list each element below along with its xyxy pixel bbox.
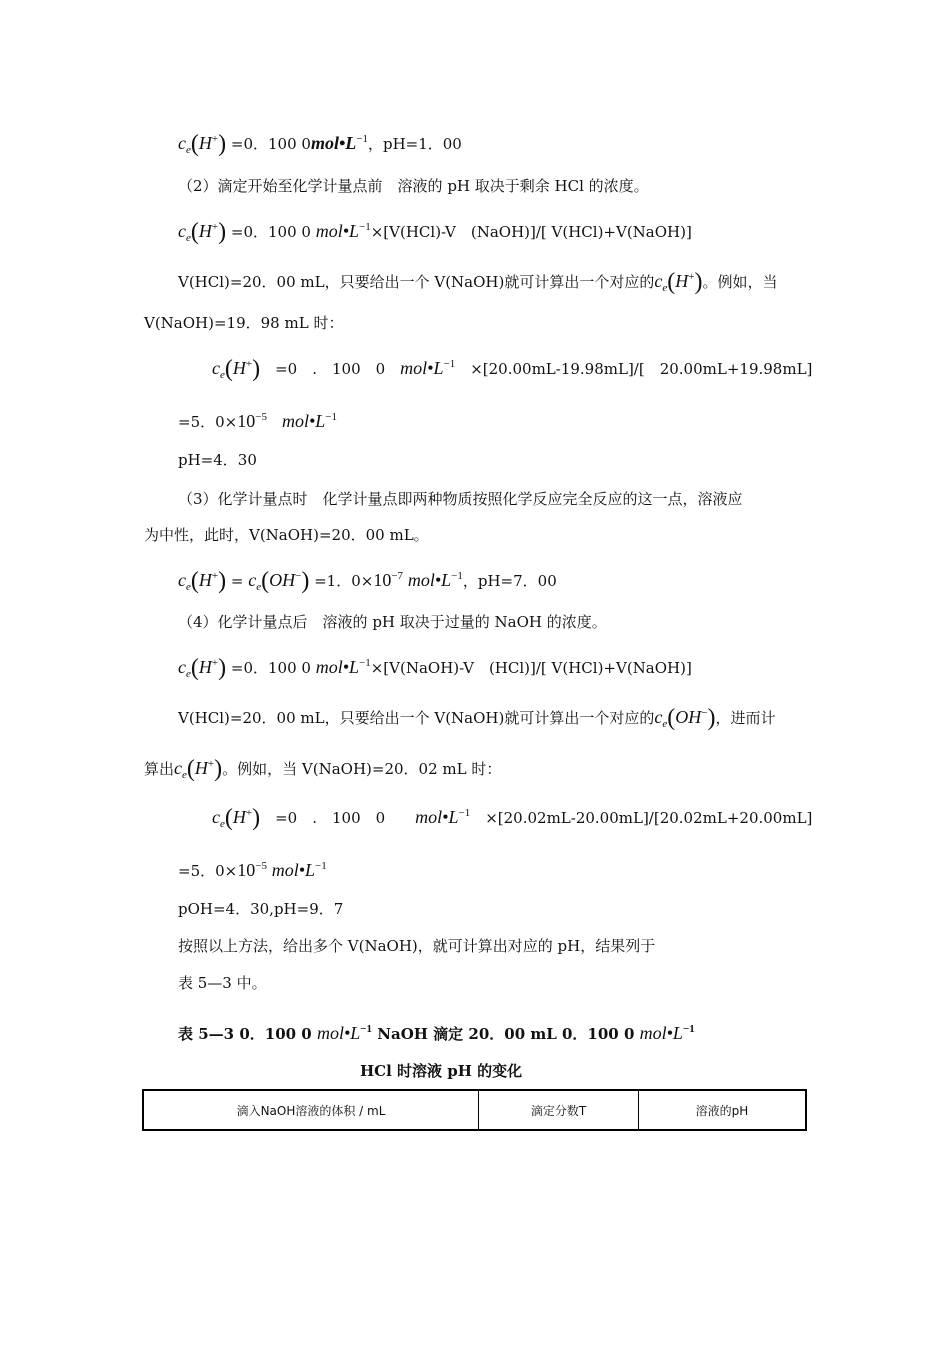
ph-titration-table <box>142 1089 807 1131</box>
equation-example-2-result: =5．$0\times 10^{-5}$ $mol•L^{-1}$ <box>178 860 327 880</box>
equation-after-equivalence: $c_e(H^+) =0$．100 0 $mol•L^{-1}\times[V(NaOH)-V$ (HCl)]/[ V(HCl)+V(NaOH)] <box>178 655 692 681</box>
header-solution-ph: 溶液的pH <box>639 1090 807 1130</box>
paragraph-example2-cont: 算出$c_e(H^+)$。例如，当 V(NaOH)=20．02 mL 时： <box>144 756 502 782</box>
header-naoh-volume: 滴入NaOH溶液的体积 / mL <box>143 1090 479 1130</box>
table-caption-line1: 表 5—3 0．100 0 $mol•L^{-1}$ NaOH 滴定 20．00 mL 0．100 0 $mol•L^{-1}$ <box>178 1023 695 1043</box>
equation-example-2: $c_e(H^+)$ =0 . 100 0 $mol•L^{-1}$ ×[20.02mL-20.00mL]/[20.02mL+20.00mL] <box>212 805 813 831</box>
paragraph-example-volume: V(NaOH)=19．98 mL 时： <box>144 314 344 332</box>
paragraph-table-reference: 表 5—3 中。 <box>178 974 267 992</box>
equation-example-1: $c_e(H^+)$ =0 . 100 0 $mol•L^{-1}$ ×[20.00mL-19.98mL]/[ 20.00mL+19.98mL] <box>212 356 813 382</box>
paragraph-equivalence-point: （3）化学计量点时 化学计量点即两种物质按照化学反应完全反应的这一点，溶液应 <box>178 490 743 508</box>
header-titration-fraction: 滴定分数T <box>479 1090 639 1130</box>
ph-result-2: pOH=4．30,pH=9．7 <box>178 900 344 918</box>
equation-equivalence: $c_e(H^+) = c_e(OH^-) =1$．$0\times 10^{-7}$ $mol•L^{-1}$，pH=7．00 <box>178 568 557 594</box>
table-header-row <box>143 1090 806 1130</box>
equation-initial-concentration: $c_e(H^+) =0$．100 $0mol•L^{-1}$，pH=1．00 <box>178 131 462 157</box>
paragraph-example2-intro: V(HCl)=20．00 mL，只要给出一个 V(NaOH)就可计算出一个对应的$c_e(OH^-)$，进而计 <box>178 705 776 731</box>
equation-example-1-result: =5．$0\times 10^{-5}$ $mol•L^{-1}$ <box>178 411 337 431</box>
paragraph-example-intro: V(HCl)=20．00 mL，只要给出一个 V(NaOH)就可计算出一个对应的$c_e(H^+)$。例如，当 <box>178 269 778 295</box>
paragraph-before-equivalence: （2）滴定开始至化学计量点前 溶液的 pH 取决于剩余 HCl 的浓度。 <box>178 177 649 195</box>
equation-before-equivalence: $c_e(H^+) =0$．100 0 $mol•L^{-1}\times[V(HCl)-V$ (NaOH)]/[ V(HCl)+V(NaOH)] <box>178 219 692 245</box>
table-caption-line2: HCl 时溶液 pH 的变化 <box>360 1062 523 1080</box>
paragraph-after-equivalence: （4）化学计量点后 溶液的 pH 取决于过量的 NaOH 的浓度。 <box>178 613 607 631</box>
paragraph-equivalence-point-cont: 为中性，此时，V(NaOH)=20．00 mL。 <box>144 526 429 544</box>
paragraph-method-summary: 按照以上方法，给出多个 V(NaOH)，就可计算出对应的 pH，结果列于 <box>178 937 656 955</box>
ph-result-1: pH=4．30 <box>178 451 257 469</box>
